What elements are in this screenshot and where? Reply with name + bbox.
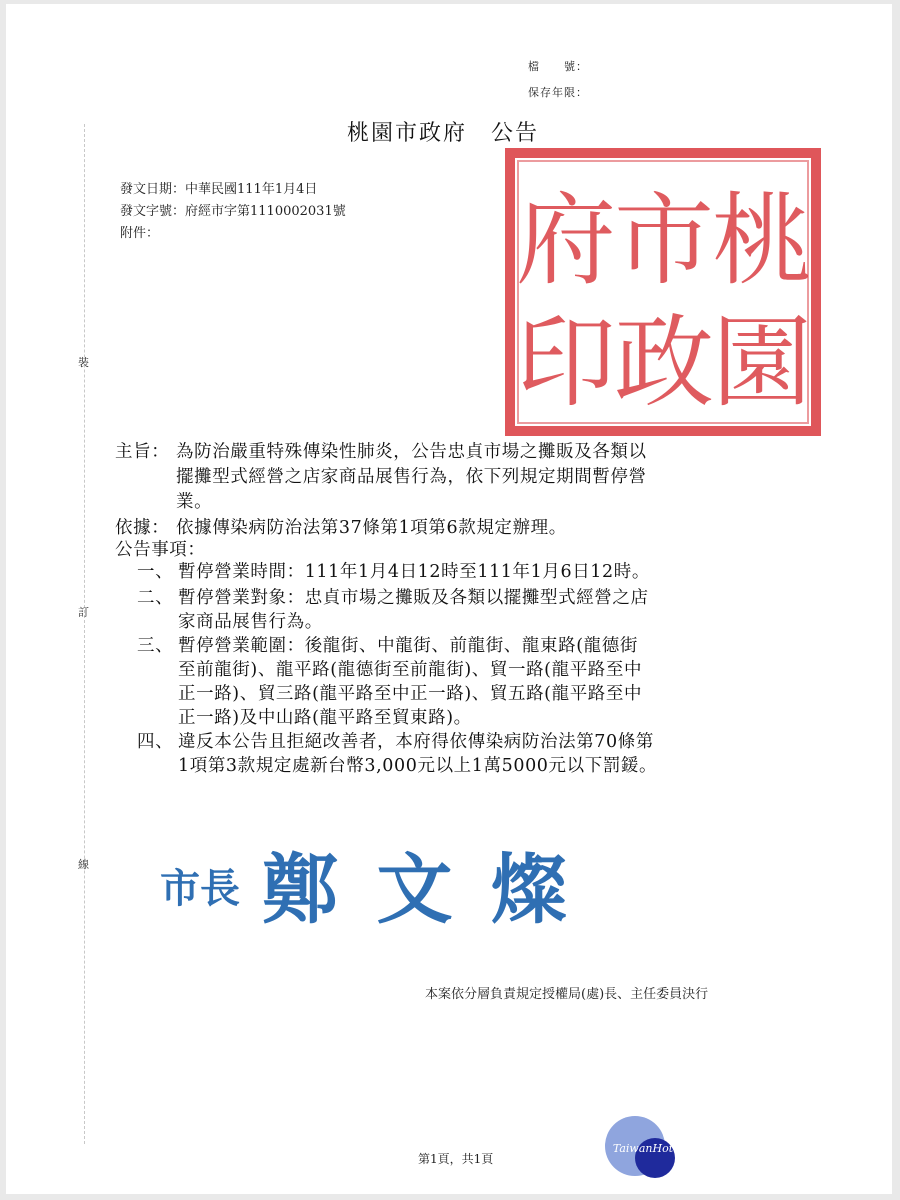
official-seal	[504, 147, 822, 437]
seal-char-1: 桃	[712, 182, 812, 299]
item-1-line-1: 暫停營業時間：111年1月4日12時至111年1月6日12時。	[178, 562, 650, 582]
document-page	[6, 4, 892, 1194]
mayor-signature	[154, 816, 584, 946]
signature-name: 鄭 文 燦	[262, 845, 573, 934]
document-number-value: 府經市字第1110002031號	[185, 204, 346, 219]
signature-stamp-icon	[154, 816, 584, 946]
binding-mark-xian: 線	[78, 858, 89, 871]
basis-label: 依據：	[115, 518, 170, 538]
item-3-line-4: 正一路)及中山路(龍平路至貿東路)。	[178, 708, 472, 728]
issue-date-label: 發文日期：	[120, 182, 186, 197]
page-number: 第1頁，共1頁	[418, 1152, 494, 1166]
seal-char-5: 府	[516, 182, 616, 299]
document-title: 桃園市政府 公告	[347, 121, 540, 146]
item-2-number: 二、	[137, 588, 174, 608]
item-2-line-2: 家商品展售行為。	[178, 612, 323, 632]
item-4-line-1: 違反本公告且拒絕改善者，本府得依傳染病防治法第70條第	[178, 732, 654, 752]
subject-line-1: 為防治嚴重特殊傳染性肺炎，公告忠貞市場之攤販及各類以	[176, 442, 647, 462]
item-3-number: 三、	[137, 636, 174, 656]
retention-period-label: 保存年限：	[528, 86, 588, 99]
seal-char-6: 印	[516, 304, 616, 421]
logo-text: TaiwanHot	[612, 1142, 674, 1155]
signature-title: 市長	[160, 865, 240, 912]
document-number	[120, 200, 346, 219]
seal-stamp-icon	[504, 147, 822, 437]
file-number-label: 檔 號：	[528, 60, 588, 73]
attachment	[120, 222, 159, 241]
item-3-line-1: 暫停營業範圍：後龍街、中龍街、前龍街、龍東路(龍德街	[178, 636, 638, 656]
issue-date	[120, 178, 317, 197]
announcement-items-label: 公告事項：	[115, 540, 206, 560]
item-2-line-1: 暫停營業對象：忠貞市場之攤販及各類以擺攤型式經營之店	[178, 588, 649, 608]
binding-line	[84, 124, 85, 1144]
watermark-logo	[603, 1110, 683, 1190]
taiwanhot-logo-icon	[603, 1110, 683, 1190]
item-1-number: 一、	[137, 562, 174, 582]
delegation-note: 本案依分層負責規定授權局(處)長、主任委員決行	[425, 987, 709, 1002]
item-4-line-2: 1項第3款規定處新台幣3,000元以上1萬5000元以下罰鍰。	[178, 756, 658, 776]
subject-line-3: 業。	[176, 492, 213, 512]
basis-text: 依據傳染病防治法第37條第1項第6款規定辦理。	[176, 518, 567, 538]
seal-char-2: 園	[712, 304, 812, 421]
issue-date-value: 中華民國111年1月4日	[185, 182, 318, 197]
item-4-number: 四、	[137, 732, 174, 752]
subject-line-2: 擺攤型式經營之店家商品展售行為，依下列規定期間暫停營	[176, 467, 647, 487]
item-3-line-3: 正一路)、貿三路(龍平路至中正一路)、貿五路(龍平路至中	[178, 684, 643, 704]
document-number-label: 發文字號：	[120, 204, 186, 219]
seal-char-3: 市	[614, 182, 714, 299]
binding-mark-ding: 訂	[78, 606, 89, 619]
attachment-label: 附件：	[120, 226, 160, 241]
seal-char-4: 政	[614, 304, 714, 421]
binding-mark-zhuang: 裝	[78, 356, 89, 369]
subject-label: 主旨：	[115, 442, 170, 462]
item-3-line-2: 至前龍街)、龍平路(龍德街至前龍街)、貿一路(龍平路至中	[178, 660, 643, 680]
